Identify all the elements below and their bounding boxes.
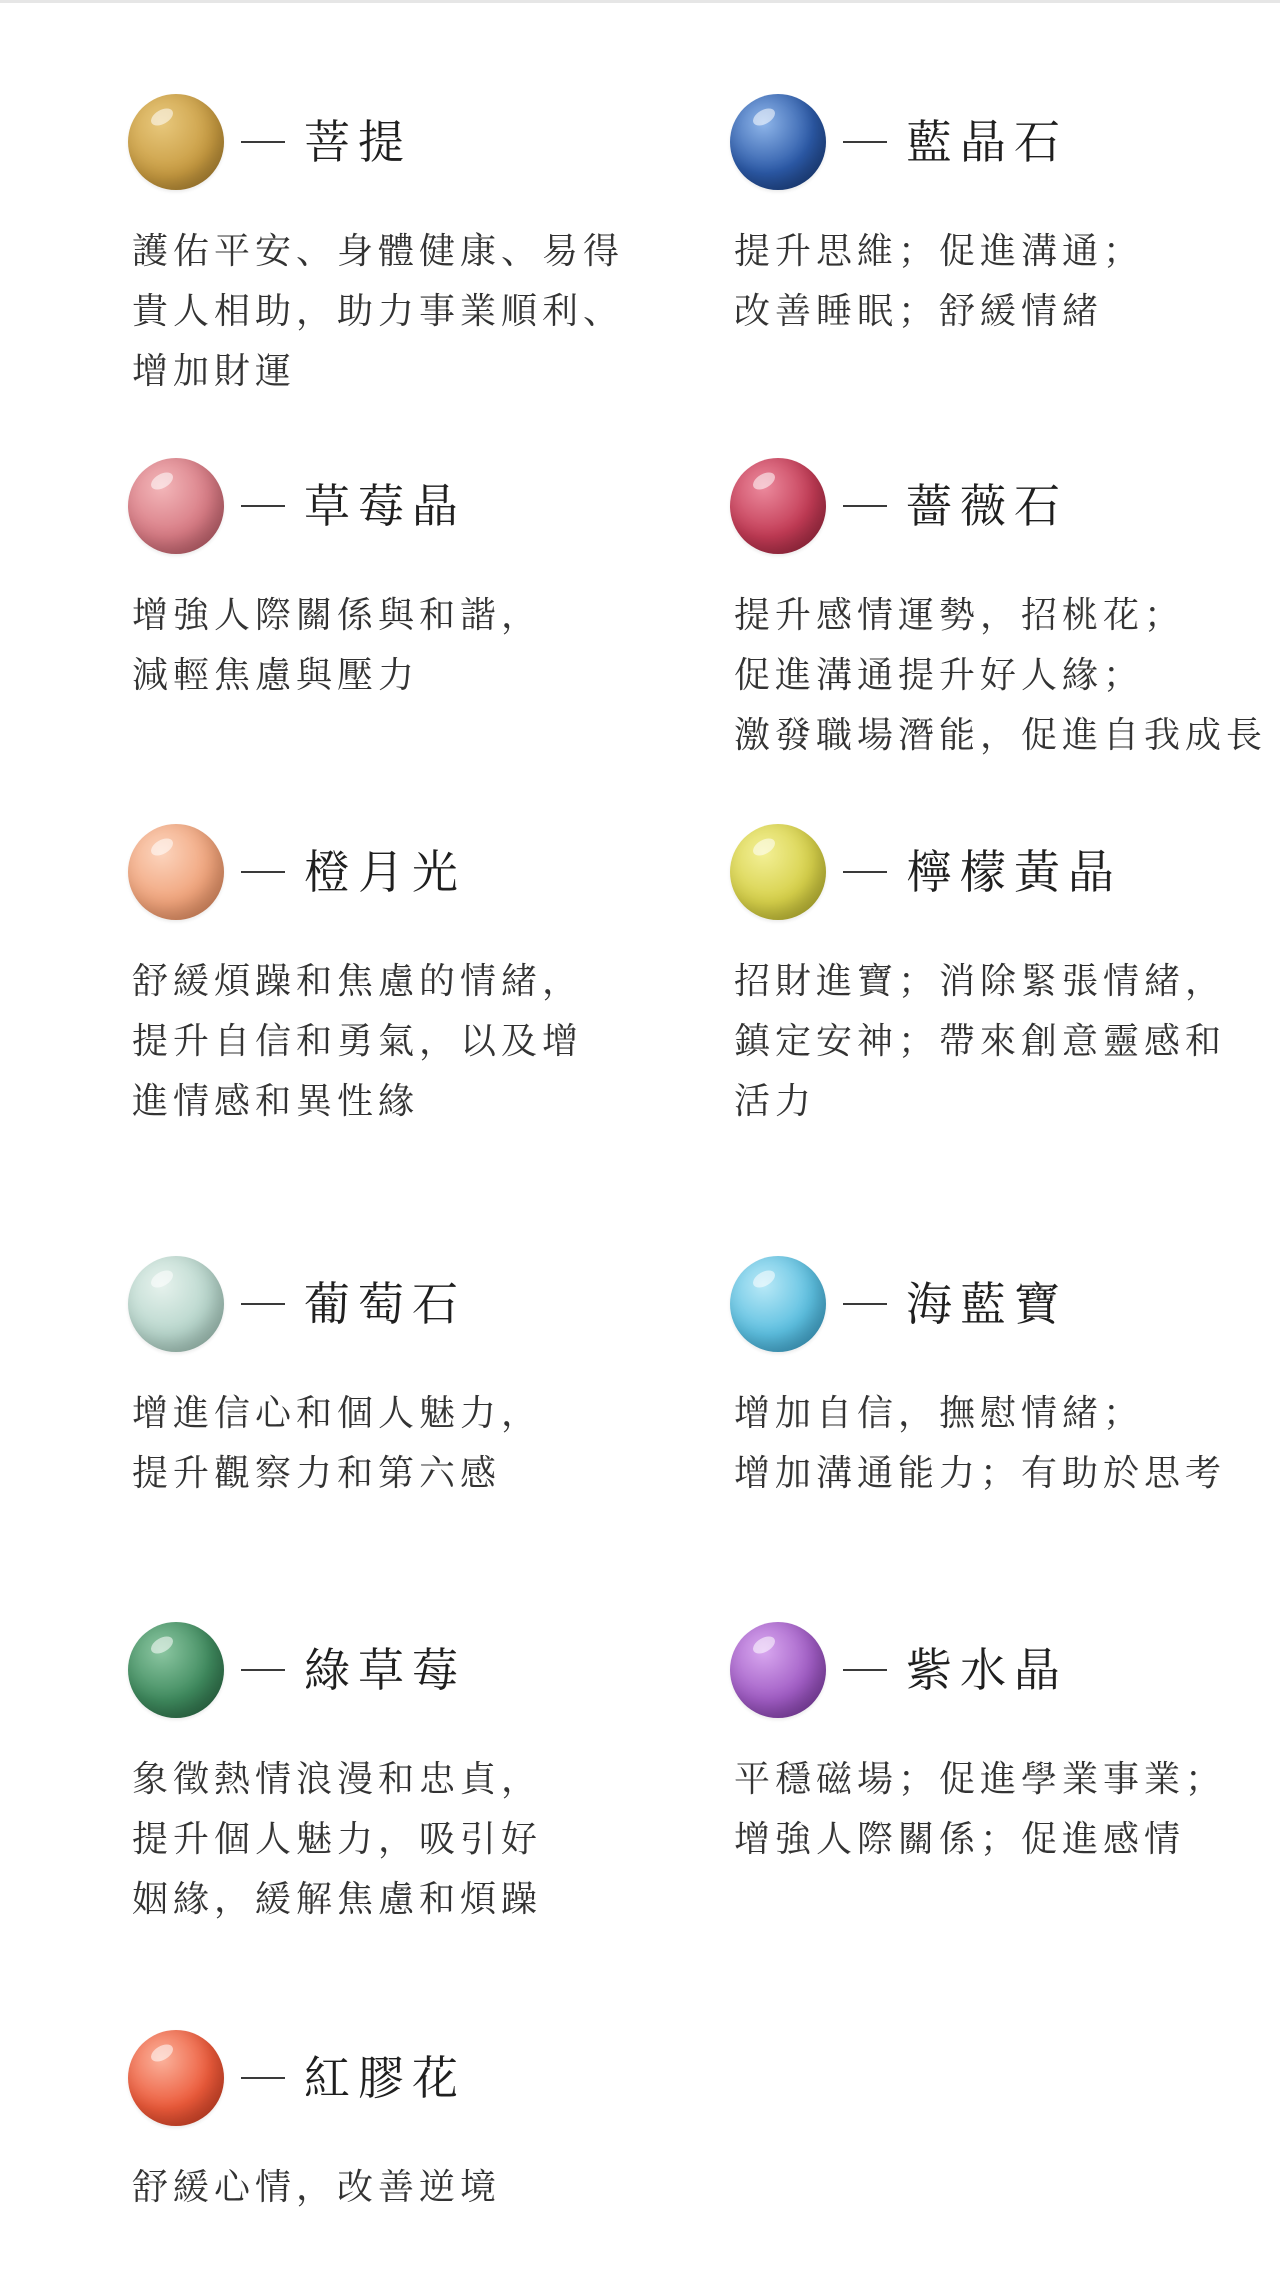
stone-heading <box>128 1256 728 1356</box>
stone-heading <box>730 94 1280 194</box>
stone-description <box>128 1750 728 1930</box>
stone-description <box>730 952 1280 1132</box>
stone-description <box>128 952 728 1132</box>
description-line: 增強人際關係；促進感情 <box>734 1819 1186 1860</box>
stone-description <box>128 1384 728 1504</box>
description-line: 增進信心和個人魅力， <box>132 1393 543 1434</box>
dash-divider <box>241 505 285 507</box>
stone-heading <box>730 1622 1280 1722</box>
stone-heading <box>128 2030 728 2130</box>
description-line: 增加財運 <box>132 351 297 392</box>
stone-heading <box>730 1256 1280 1356</box>
stone-description <box>730 222 1280 342</box>
dash-divider <box>843 871 887 873</box>
description-line: 姻緣，緩解焦慮和煩躁 <box>132 1879 543 1920</box>
dash-divider <box>241 1303 285 1305</box>
stone-name: 葡萄石 <box>304 1277 466 1331</box>
description-line: 增加自信，撫慰情緒； <box>734 1393 1145 1434</box>
description-line: 鎮定安神；帶來創意靈感和 <box>734 1021 1227 1062</box>
stone-name: 海藍寶 <box>906 1277 1068 1331</box>
description-line: 招財進寶；消除緊張情緒， <box>734 961 1227 1002</box>
bodhi-bead-icon <box>128 94 224 190</box>
description-line: 舒緩煩躁和焦慮的情緒， <box>132 961 584 1002</box>
stone-description <box>128 586 728 706</box>
dash-divider <box>241 141 285 143</box>
dash-divider <box>843 505 887 507</box>
citrine-bead-icon <box>730 824 826 920</box>
top-divider <box>0 0 1280 3</box>
stone-item-amethyst <box>730 1622 1280 1870</box>
stone-description <box>128 2158 728 2218</box>
stone-heading <box>128 1622 728 1722</box>
stone-name: 草莓晶 <box>304 479 466 533</box>
stone-item-aquamarine <box>730 1256 1280 1504</box>
stone-item-bodhi <box>128 94 728 402</box>
strawberry-quartz-bead-icon <box>128 458 224 554</box>
stone-name: 紅膠花 <box>304 2051 466 2105</box>
stone-heading <box>128 824 728 924</box>
description-line: 平穩磁場；促進學業事業； <box>734 1759 1227 1800</box>
description-line: 象徵熱情浪漫和忠貞， <box>132 1759 543 1800</box>
stone-description <box>730 1384 1280 1504</box>
description-line: 提升個人魅力，吸引好 <box>132 1819 543 1860</box>
dash-divider <box>241 2077 285 2079</box>
aquamarine-bead-icon <box>730 1256 826 1352</box>
rhodochrosite-bead-icon <box>730 458 826 554</box>
stone-item-red-rubber-flower <box>128 2030 728 2218</box>
dash-divider <box>843 141 887 143</box>
stone-item-prehnite <box>128 1256 728 1504</box>
description-line: 增強人際關係與和諧， <box>132 595 543 636</box>
green-strawberry-quartz-bead-icon <box>128 1622 224 1718</box>
description-line: 增加溝通能力；有助於思考 <box>734 1453 1227 1494</box>
kyanite-bead-icon <box>730 94 826 190</box>
dash-divider <box>241 871 285 873</box>
dash-divider <box>843 1669 887 1671</box>
prehnite-bead-icon <box>128 1256 224 1352</box>
dash-divider <box>241 1669 285 1671</box>
description-line: 提升自信和勇氣，以及增 <box>132 1021 584 1062</box>
stone-name: 菩提 <box>304 115 412 169</box>
stone-name: 綠草莓 <box>304 1643 466 1697</box>
dash-divider <box>843 1303 887 1305</box>
description-line: 改善睡眠；舒緩情緒 <box>734 291 1104 332</box>
description-line: 提升感情運勢，招桃花； <box>734 595 1186 636</box>
description-line: 減輕焦慮與壓力 <box>132 655 420 696</box>
description-line: 促進溝通提升好人緣； <box>734 655 1145 696</box>
stone-name: 薔薇石 <box>906 479 1068 533</box>
stone-item-citrine <box>730 824 1280 1132</box>
stone-item-kyanite <box>730 94 1280 342</box>
stone-item-strawberry-quartz <box>128 458 728 706</box>
description-line: 舒緩心情，改善逆境 <box>132 2167 502 2208</box>
stone-description <box>730 1750 1280 1870</box>
description-line: 護佑平安、身體健康、易得 <box>132 231 625 272</box>
stone-item-rhodochrosite <box>730 458 1280 766</box>
stone-description <box>128 222 728 402</box>
stone-heading <box>730 458 1280 558</box>
description-line: 進情感和異性緣 <box>132 1081 420 1122</box>
stone-name: 檸檬黃晶 <box>906 845 1122 899</box>
stone-heading <box>128 458 728 558</box>
description-line: 激發職場潛能，促進自我成長 <box>734 715 1268 756</box>
stone-item-orange-moonstone <box>128 824 728 1132</box>
description-line: 活力 <box>734 1081 817 1122</box>
orange-moonstone-bead-icon <box>128 824 224 920</box>
description-line: 貴人相助，助力事業順利、 <box>132 291 625 332</box>
description-line: 提升思維；促進溝通； <box>734 231 1145 272</box>
stone-heading <box>730 824 1280 924</box>
description-line: 提升觀察力和第六感 <box>132 1453 502 1494</box>
stone-name: 藍晶石 <box>906 115 1068 169</box>
stone-heading <box>128 94 728 194</box>
stone-description <box>730 586 1280 766</box>
stone-item-green-strawberry-quartz <box>128 1622 728 1930</box>
stone-name: 紫水晶 <box>906 1643 1068 1697</box>
amethyst-bead-icon <box>730 1622 826 1718</box>
stone-name: 橙月光 <box>304 845 466 899</box>
red-rubber-flower-bead-icon <box>128 2030 224 2126</box>
